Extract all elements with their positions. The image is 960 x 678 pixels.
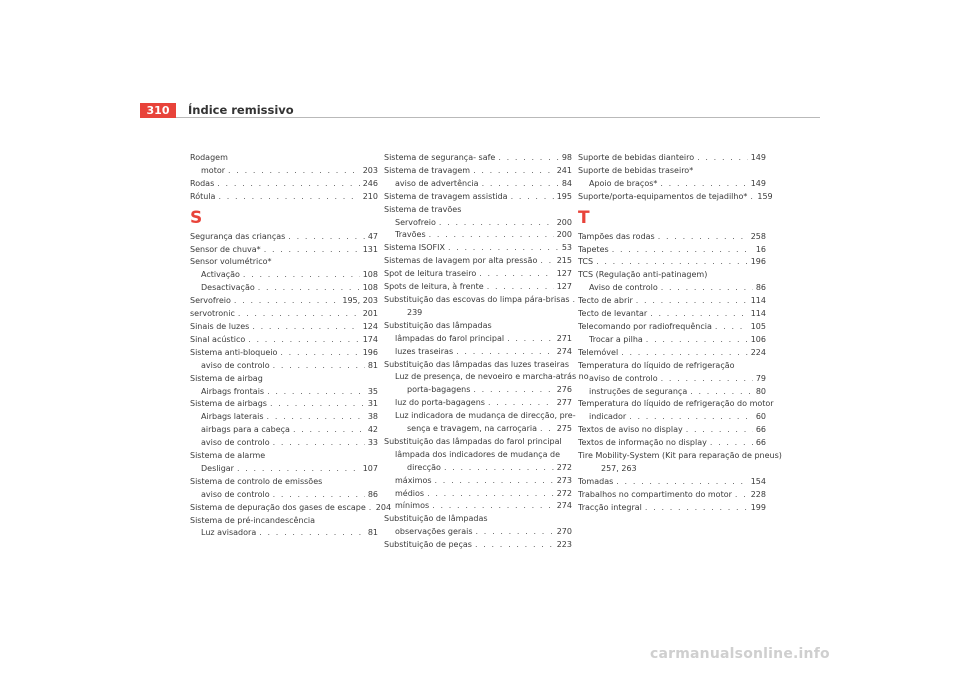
index-entry-term: Telemóvel: [578, 347, 619, 357]
index-page-ref: 258: [750, 231, 766, 241]
index-entry: [578, 178, 766, 191]
index-entry: [578, 256, 766, 269]
index-page-ref: 273: [556, 475, 572, 485]
dot-leader: [646, 334, 748, 347]
dot-leader: [267, 386, 365, 399]
index-heading: Suporte de bebidas traseiro*: [578, 165, 694, 175]
index-entry-term: Sistema de segurança- safe: [384, 153, 496, 162]
index-page-ref: 200: [556, 217, 572, 227]
index-page-ref: 149: [750, 178, 766, 188]
dot-leader: [369, 502, 373, 515]
dot-leader: [435, 475, 554, 488]
index-entry: [384, 255, 572, 268]
page-number-badge: 310: [140, 103, 176, 118]
dot-leader: [540, 255, 553, 268]
index-entry-term: Tracção integral: [578, 502, 642, 512]
index-entry: [190, 244, 378, 257]
index-entry: [578, 308, 766, 321]
dot-leader: [432, 500, 554, 513]
index-entry: [384, 384, 572, 397]
index-page-ref: 228: [750, 489, 766, 499]
dot-leader: [273, 360, 365, 373]
index-entry: [384, 294, 572, 307]
dot-leader: [473, 165, 554, 178]
index-page-ref: 31: [367, 399, 378, 409]
index-entry: [578, 502, 766, 515]
dot-leader: [475, 539, 554, 552]
index-entry: [578, 411, 766, 424]
index-column-1: [190, 152, 392, 540]
index-entry: [190, 308, 378, 321]
index-entry: [190, 191, 378, 204]
index-entry: [190, 398, 378, 411]
index-page-ref: 271: [556, 333, 572, 343]
index-entry-term: Telecomando por radiofrequência: [578, 321, 712, 331]
index-entry-term: luz do porta-bagagens: [395, 398, 485, 408]
index-entry-term: Sensor de chuva*: [190, 244, 261, 254]
dot-leader: [661, 373, 753, 386]
dot-leader: [237, 463, 360, 476]
index-page-ref: 47: [367, 231, 378, 241]
dot-leader: [629, 411, 753, 424]
dot-leader: [479, 268, 553, 281]
index-page-ref: 42: [367, 425, 378, 435]
index-entry-term: Rodas: [190, 178, 215, 188]
index-entry: [190, 527, 378, 540]
index-entry: [190, 411, 378, 424]
index-heading: Luz indicadora de mudança de direcção, pre-: [395, 411, 576, 421]
index-entry: [384, 165, 572, 178]
dot-leader: [288, 231, 365, 244]
index-entry-term: direcção: [407, 462, 441, 472]
index-heading: Luz de presença, de nevoeiro e marcha-atrás no: [395, 372, 589, 382]
index-entry-term: Sistemas de lavagem por alta pressão: [384, 256, 538, 266]
index-page-ref: 114: [750, 309, 766, 319]
section-letter: S: [190, 207, 203, 228]
index-entry: [190, 269, 378, 282]
index-entry: [384, 191, 572, 204]
index-entry: [578, 244, 766, 257]
index-entry: [384, 397, 572, 410]
index-column-3: [578, 152, 782, 515]
index-page-ref: 131: [362, 244, 378, 254]
index-entry: [578, 231, 766, 244]
index-heading: Sistema de travões: [384, 204, 462, 214]
dot-leader: [264, 244, 360, 257]
index-page-ref: 199: [750, 502, 766, 512]
index-entry-term: Tecto de abrir: [578, 296, 633, 306]
index-entry: [190, 360, 378, 373]
index-entry-term: Substituição de peças: [384, 540, 472, 550]
index-entry-term: sença e travagem, na carroçaria: [407, 424, 537, 434]
dot-leader: [267, 411, 365, 424]
watermark: carmanualsonline.info: [650, 646, 830, 662]
index-entry-term: Travões: [395, 230, 426, 240]
index-page-ref: 79: [755, 373, 766, 383]
index-page-ref: 108: [362, 283, 378, 293]
index-entry: [578, 191, 773, 204]
index-entry: [384, 268, 572, 281]
index-entry-term: instruções de segurança: [589, 386, 688, 396]
dot-leader: [507, 333, 554, 346]
index-entry-term: lâmpadas do farol principal: [395, 333, 505, 343]
index-entry-term: Trocar a pilha: [589, 334, 643, 344]
index-entry-term: aviso de advertência: [395, 178, 479, 188]
index-page-ref: 274: [556, 501, 572, 511]
dot-leader: [270, 398, 365, 411]
dot-leader: [686, 424, 753, 437]
index-entry-term: indicador: [589, 412, 627, 422]
dot-leader: [243, 269, 360, 282]
dot-leader: [473, 384, 553, 397]
dot-leader: [456, 346, 554, 359]
index-entry-term: Luz avisadora: [201, 528, 257, 538]
dot-leader: [259, 527, 365, 540]
index-page-ref: 196: [750, 257, 766, 267]
index-heading: Sistema de airbag: [190, 373, 263, 383]
index-entry-term: Sistema de airbags: [190, 399, 267, 409]
dot-leader: [498, 152, 558, 165]
index-entry-term: observações gerais: [395, 527, 473, 537]
index-page-ref: 210: [362, 191, 378, 201]
index-entry: [578, 321, 766, 334]
index-page-ref: 223: [556, 540, 572, 550]
index-entry-term: Suporte/porta-equipamentos de tejadilho*: [578, 191, 748, 201]
index-entry: [190, 282, 378, 295]
index-entry: [578, 437, 766, 450]
dot-leader: [661, 282, 753, 295]
index-entry-term: Trabalhos no compartimento do motor: [578, 489, 732, 499]
index-entry: [578, 386, 766, 399]
dot-leader: [645, 502, 748, 515]
index-entry-term: Servofreio: [395, 217, 436, 227]
index-page-ref: 195: [556, 191, 572, 201]
index-page-ref: 204: [375, 502, 392, 512]
index-entry-term: Sinais de luzes: [190, 321, 250, 331]
dot-leader: [248, 334, 359, 347]
index-entry: [190, 178, 378, 191]
index-page-ref: 275: [556, 424, 572, 434]
dot-leader: [273, 489, 365, 502]
dot-leader: [715, 321, 748, 334]
index-page-ref: 239: [407, 307, 423, 317]
index-entry-term: Segurança das crianças: [190, 231, 286, 241]
index-entry-term: Sistema de travagem: [384, 165, 471, 175]
dot-leader: [650, 308, 748, 321]
index-page-ref: 257, 263: [601, 463, 637, 473]
index-page-ref: 80: [755, 386, 766, 396]
index-entry-term: Airbags frontais: [201, 386, 265, 396]
index-entry: [384, 475, 572, 488]
index-entry-term: Textos de aviso no display: [578, 425, 683, 435]
index-entry-term: Desligar: [201, 463, 234, 473]
index-page-ref: 81: [367, 360, 378, 370]
dot-leader: [217, 178, 359, 191]
index-entry-term: Sinal acústico: [190, 334, 246, 344]
index-entry: [190, 295, 378, 308]
index-page-ref: 53: [561, 243, 572, 253]
dot-leader: [710, 437, 753, 450]
index-page-ref: 114: [750, 296, 766, 306]
index-entry-term: Suporte de bebidas dianteiro: [578, 153, 695, 162]
index-page-ref: 201: [362, 309, 378, 319]
index-page-ref: 154: [750, 476, 766, 486]
index-page-ref: 246: [362, 178, 378, 188]
dot-leader: [636, 295, 748, 308]
index-entry: [578, 334, 766, 347]
index-entry: [384, 229, 572, 242]
index-entry: [190, 386, 378, 399]
index-heading: Sistema de controlo de emissões: [190, 476, 323, 486]
index-entry: [190, 489, 378, 502]
index-entry: [578, 152, 766, 165]
index-heading: Temperatura do líquido de refrigeração: [578, 360, 735, 370]
index-heading: lâmpada dos indicadores de mudança de: [395, 449, 561, 459]
index-page-ref: 241: [556, 165, 572, 175]
index-entry-term: aviso de controlo: [201, 489, 270, 499]
index-entry-term: Airbags laterais: [201, 412, 264, 422]
dot-leader: [429, 229, 554, 242]
dot-leader: [293, 424, 365, 437]
index-entry-term: mínimos: [395, 501, 430, 511]
index-entry-term: Sistema ISOFIX: [384, 243, 445, 253]
index-entry: [190, 334, 378, 347]
index-entry: [578, 282, 766, 295]
index-page-ref: 276: [556, 385, 572, 395]
index-entry: [190, 231, 378, 244]
index-entry-term: Desactivação: [201, 283, 255, 293]
index-entry-term: aviso de controlo: [201, 438, 270, 448]
index-page-ref: 215: [556, 256, 572, 266]
dot-leader: [444, 462, 554, 475]
index-entry: [384, 526, 572, 539]
dot-leader: [487, 281, 554, 294]
index-entry: [578, 424, 766, 437]
index-entry-term: Activação: [201, 270, 240, 280]
dot-leader: [511, 191, 554, 204]
dot-leader: [228, 165, 360, 178]
index-heading: Rodagem: [190, 153, 228, 162]
dot-leader: [218, 191, 359, 204]
index-entry-term: Rótula: [190, 191, 216, 201]
dot-leader: [273, 437, 365, 450]
index-page-ref: 149: [750, 153, 766, 162]
index-page-ref: 196: [362, 347, 378, 357]
dot-leader: [252, 321, 359, 334]
index-page-ref: 108: [362, 270, 378, 280]
index-entry-term: Sistema de depuração dos gases de escape: [190, 502, 366, 512]
index-entry-term: Servofreio: [190, 296, 231, 306]
index-page-ref: 277: [556, 398, 572, 408]
index-entry-term: Textos de informação no display: [578, 438, 707, 448]
index-page-ref: 66: [755, 438, 766, 448]
index-entry: [190, 437, 378, 450]
index-entry: [190, 424, 378, 437]
index-entry-term: luzes traseiras: [395, 346, 454, 356]
index-entry: [384, 488, 572, 501]
dot-leader: [658, 231, 748, 244]
index-page-ref: 159: [757, 191, 773, 201]
index-entry-term: máximos: [395, 475, 432, 485]
index-page-ref: 107: [362, 463, 378, 473]
index-entry: [578, 476, 766, 489]
index-page-ref: 195, 203: [342, 296, 378, 306]
index-page-ref: 16: [755, 244, 766, 254]
index-heading: Temperatura do líquido de refrigeração do motor: [578, 399, 774, 409]
index-page-ref: 66: [755, 425, 766, 435]
index-heading: Tire Mobility-System (Kit para reparação de pneus): [578, 451, 782, 461]
page-title: Índice remissivo: [188, 103, 294, 117]
index-heading: Substituição das lâmpadas das luzes traseiras: [384, 359, 570, 369]
index-entry-term: médios: [395, 488, 425, 498]
index-entry-term: Tapetes: [578, 244, 609, 254]
index-entry: [190, 502, 392, 515]
dot-leader: [697, 152, 748, 165]
index-entry-term: Spot de leitura traseiro: [384, 269, 477, 279]
index-entry: [384, 217, 572, 230]
dot-leader: [476, 526, 554, 539]
index-entry: [384, 500, 572, 513]
index-entry-term: Aviso de controlo: [589, 283, 658, 293]
index-page-ref: 127: [556, 269, 572, 279]
index-page-ref: 200: [556, 230, 572, 240]
dot-leader: [690, 386, 753, 399]
dot-leader: [280, 347, 359, 360]
index-entry-term: Tampões das rodas: [578, 231, 655, 241]
index-entry-term: Tecto de levantar: [578, 309, 648, 319]
index-heading: Substituição das lâmpadas: [384, 320, 492, 330]
dot-leader: [439, 217, 554, 230]
index-page-ref: 35: [367, 386, 378, 396]
index-entry-term: Apoio de braços*: [589, 178, 658, 188]
index-entry: [190, 463, 378, 476]
index-page-ref: 60: [755, 412, 766, 422]
dot-leader: [234, 295, 339, 308]
index-entry-term: aviso de controlo: [201, 360, 270, 370]
index-entry: [384, 333, 572, 346]
dot-leader: [238, 308, 360, 321]
index-entry: [384, 462, 572, 475]
index-entry-term: porta-bagagens: [407, 385, 471, 395]
index-page-ref: 106: [750, 334, 766, 344]
index-page-ref: 203: [362, 165, 378, 175]
index-entry: [190, 347, 378, 360]
dot-leader: [596, 256, 748, 269]
index-page-ref: 86: [367, 489, 378, 499]
index-entry: [578, 489, 766, 502]
index-page-ref: 127: [556, 282, 572, 292]
index-heading: Substituição das lâmpadas do farol principal: [384, 436, 562, 446]
dot-leader: [258, 282, 360, 295]
dot-leader: [540, 423, 554, 436]
index-entry-term: aviso de controlo: [589, 373, 658, 383]
index-entry-term: Sistema de travagem assistida: [384, 191, 508, 201]
index-page-ref: 86: [755, 283, 766, 293]
index-entry: [578, 295, 766, 308]
index-entry: [384, 178, 572, 191]
index-entry: [384, 423, 572, 436]
index-heading: Sistema de alarme: [190, 451, 266, 461]
index-entry-term: Substituição das escovas do limpa pára-brisas: [384, 294, 570, 304]
index-page-ref: 272: [556, 462, 572, 472]
dot-leader: [616, 476, 747, 489]
section-letter: T: [578, 207, 590, 228]
index-entry: [384, 152, 572, 165]
index-entry: [384, 281, 572, 294]
dot-leader: [621, 347, 748, 360]
index-entry-term: airbags para a cabeça: [201, 425, 290, 435]
index-page-ref: 81: [367, 528, 378, 538]
index-page-ref: 84: [561, 178, 572, 188]
dot-leader: [427, 488, 554, 501]
dot-leader: [660, 178, 747, 191]
index-page-ref: 224: [750, 347, 766, 357]
dot-leader: [612, 244, 753, 257]
index-page-ref: 274: [556, 346, 572, 356]
index-page-ref: 272: [556, 488, 572, 498]
dot-leader: [448, 242, 559, 255]
index-page-ref: 98: [561, 153, 572, 162]
index-entry: [190, 165, 378, 178]
index-entry: [578, 347, 766, 360]
index-entry: [384, 539, 572, 552]
index-entry: [578, 373, 766, 386]
index-heading: Sistema de pré-incandescência: [190, 515, 316, 525]
index-page-ref: 33: [367, 438, 378, 448]
index-page-ref: 38: [367, 412, 378, 422]
dot-leader: [482, 178, 559, 191]
dot-leader: [573, 294, 577, 307]
index-entry: [384, 346, 572, 359]
index-entry-term: motor: [201, 165, 226, 175]
index-entry-term: Sistema anti-bloqueio: [190, 347, 278, 357]
index-entry: [190, 321, 378, 334]
index-heading: Substituição de lâmpadas: [384, 514, 488, 524]
index-heading: Sensor volumétrico*: [190, 257, 272, 267]
index-entry-term: TCS: [578, 257, 594, 267]
index-page-ref: 174: [362, 334, 378, 344]
index-entry-term: Tomadas: [578, 476, 614, 486]
index-entry: [384, 242, 572, 255]
dot-leader: [735, 489, 748, 502]
index-entry-term: Spots de leitura, à frente: [384, 282, 484, 292]
index-page-ref: 105: [750, 321, 766, 331]
index-entry-term: servotronic: [190, 309, 235, 319]
index-page-ref: 270: [556, 527, 572, 537]
dot-leader: [488, 397, 554, 410]
dot-leader: [750, 191, 754, 204]
index-heading: TCS (Regulação anti-patinagem): [578, 270, 708, 280]
index-page-ref: 124: [362, 321, 378, 331]
